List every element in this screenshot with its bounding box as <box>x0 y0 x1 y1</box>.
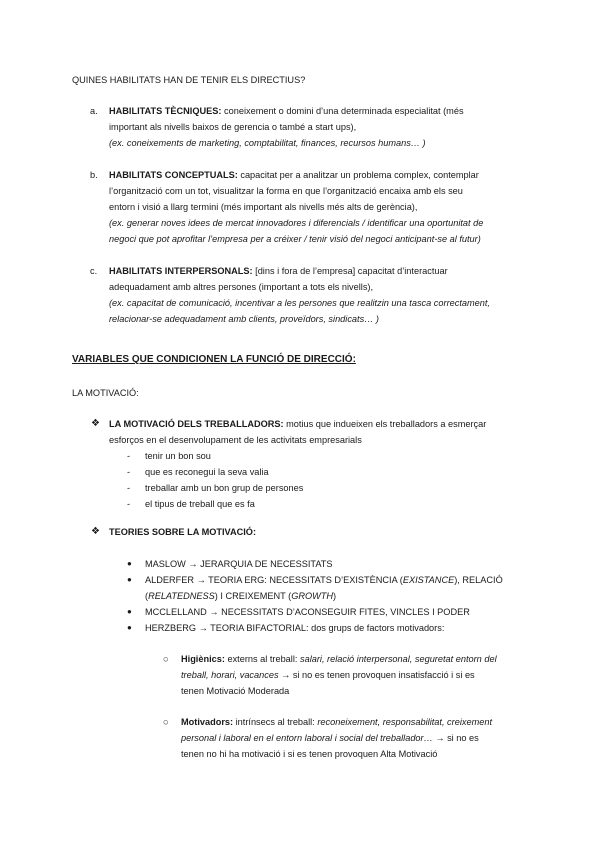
skill-interpersonals-title: HABILITATS INTERPERSONALS: <box>109 266 253 276</box>
treballadors-line2: esforços en el desenvolupament de les activitats empresarials <box>109 435 362 445</box>
list-marker-c: c. <box>90 266 98 276</box>
circle-bullet-icon: ○ <box>163 717 169 727</box>
teories-title: TEORIES SOBRE LA MOTIVACIÓ: <box>109 527 257 537</box>
skill-conceptuals-line3: entorn i visió a llarg termini (més important als nivells més alts de gerència), <box>109 202 418 212</box>
teoria-mcclelland: MCCLELLAND → NECESSITATS D’ACONSEGUIR FITES, VINCLES I PODER <box>145 607 470 617</box>
teoria-maslow: MASLOW → JERARQUIA DE NECESSITATS <box>145 559 333 569</box>
skill-interpersonals-line1: HABILITATS INTERPERSONALS: [dins i fora de l’empresa] capacitat d’interactuar <box>109 266 448 276</box>
skill-conceptuals-example-1: (ex. generar noves idees de mercat innovadores i diferencials / identificar una oportunitat de <box>109 218 484 228</box>
skill-tecniques-title: HABILITATS TÈCNIQUES: <box>109 106 222 116</box>
diamond-bullet-icon: ❖ <box>91 526 100 537</box>
higienics-line2: treball, horari, vacances → si no es tenen provoquen insatisfacció i si es <box>181 670 475 680</box>
list-marker-a: a. <box>90 106 98 116</box>
diamond-bullet-icon: ❖ <box>91 418 100 429</box>
skill-interpersonals-line2: adequadament amb altres persones (important a tots els nivells), <box>109 282 374 292</box>
list-item: que es reconegui la seva valia <box>145 467 269 477</box>
dash-bullet-icon: - <box>127 483 131 493</box>
skill-tecniques-line2: important als nivells baixos de gerencia o també a start ups), <box>109 122 357 132</box>
higienics-line1: Higiènics: externs al treball: salari, relació interpersonal, seguretat entorn del <box>181 654 497 664</box>
motivadors-line1: Motivadors: intrínsecs al treball: reconeixement, responsabilitat, creixement <box>181 717 492 727</box>
higienics-line3: tenen Motivació Moderada <box>181 686 290 696</box>
skill-tecniques-example: (ex. coneixements de marketing, comptabilitat, finances, recursos humans… ) <box>109 138 426 148</box>
dot-bullet-icon: ● <box>127 559 132 568</box>
skill-interpersonals-example-2: relacionar-se adequadament amb clients, proveïdors, sindicats… ) <box>109 314 379 324</box>
dot-bullet-icon: ● <box>127 623 132 632</box>
dash-bullet-icon: - <box>127 451 131 461</box>
skill-conceptuals-example-2: negoci que pot aprofitar l’empresa per a créixer / tenir visió del negoci anticipant-se al futur) <box>109 234 481 244</box>
dot-bullet-icon: ● <box>127 607 132 616</box>
teoria-alderfer-line2: (RELATEDNESS) I CREIXEMENT (GROWTH) <box>145 591 337 601</box>
dash-bullet-icon: - <box>127 499 131 509</box>
list-item: treballar amb un bon grup de persones <box>145 483 304 493</box>
treballadors-title: LA MOTIVACIÓ DELS TREBALLADORS: <box>109 419 284 429</box>
motivadors-line2: personal i laboral en el entorn laboral i social del treballador… → si no es <box>181 733 479 743</box>
skill-tecniques-line1: HABILITATS TÈCNIQUES: coneixement o domini d’una determinada especialitat (més <box>109 106 464 116</box>
treballadors-line1: LA MOTIVACIÓ DELS TREBALLADORS: motius que indueixen els treballadors a esmerçar <box>109 419 487 429</box>
higienics-title: Higiènics: <box>181 654 225 664</box>
list-marker-b: b. <box>90 170 98 180</box>
skill-conceptuals-title: HABILITATS CONCEPTUALS: <box>109 170 238 180</box>
list-item: tenir un bon sou <box>145 451 211 461</box>
motivadors-line3: tenen no hi ha motivació i si es tenen provoquen Alta Motivació <box>181 749 438 759</box>
motivadors-title: Motivadors: <box>181 717 234 727</box>
skill-conceptuals-line1: HABILITATS CONCEPTUALS: capacitat per a analitzar un problema complex, contemplar <box>109 170 479 180</box>
teoria-herzberg: HERZBERG → TEORIA BIFACTORIAL: dos grups de factors motivadors: <box>145 623 445 633</box>
question-heading: QUINES HABILITATS HAN DE TENIR ELS DIRECTIUS? <box>72 75 306 85</box>
skill-conceptuals-line2: l’organització com un tot, visualitzar la forma en que l’organització encaixa amb els seu <box>109 186 463 196</box>
dash-bullet-icon: - <box>127 467 131 477</box>
motivacio-label: LA MOTIVACIÓ: <box>72 388 139 398</box>
teoria-alderfer-line1: ALDERFER → TEORIA ERG: NECESSITATS D’EXISTÈNCIA (EXISTANCE), RELACIÓ <box>145 575 503 585</box>
dot-bullet-icon: ● <box>127 575 132 584</box>
list-item: el tipus de treball que es fa <box>145 499 255 509</box>
circle-bullet-icon: ○ <box>163 654 169 664</box>
variables-heading: VARIABLES QUE CONDICIONEN LA FUNCIÓ DE DIRECCIÓ: <box>72 354 356 365</box>
skill-interpersonals-example-1: (ex. capacitat de comunicació, incentivar a les persones que realitzin una tasca correctament, <box>109 298 490 308</box>
